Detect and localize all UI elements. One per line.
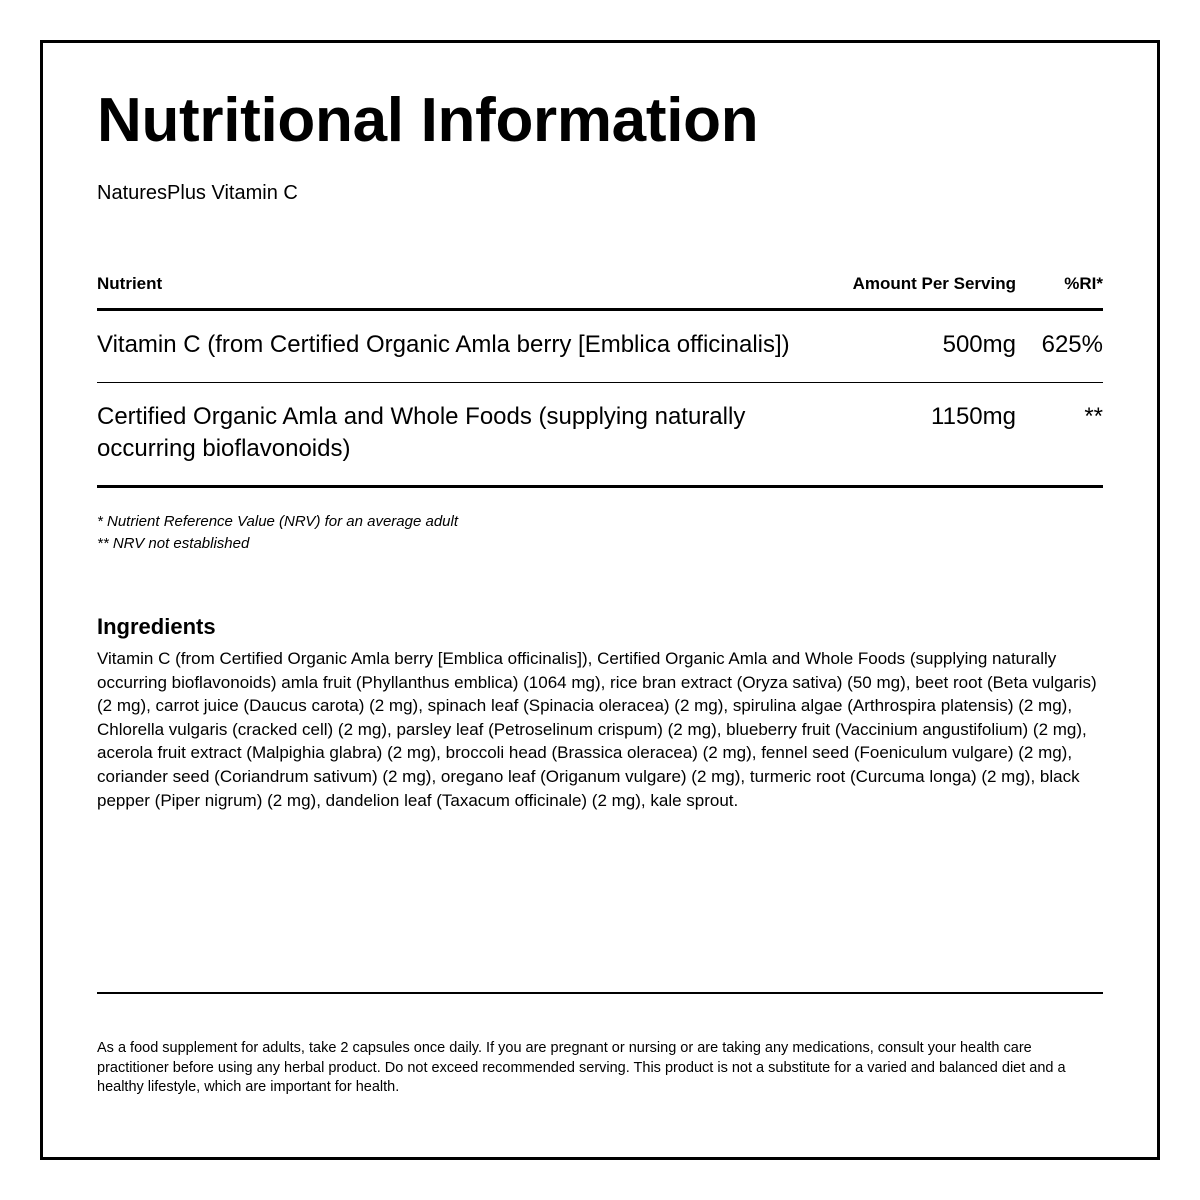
section-divider xyxy=(97,992,1103,994)
column-header-amount: Amount Per Serving xyxy=(852,274,1016,293)
table-footnotes xyxy=(97,511,458,555)
nutrient-ri: 625% xyxy=(1041,331,1103,358)
nutrient-name: Certified Organic Amla and Whole Foods (supplying naturally occurring bioflavonoids) xyxy=(97,403,746,462)
nutrient-amount: 500mg xyxy=(942,331,1016,358)
table-row xyxy=(97,383,1103,488)
ingredients-text: Vitamin C (from Certified Organic Amla berry [Emblica officinalis]), Certified Organic Amla and Whole Foods (supplying naturally occurring bioflavonoids) amla fruit (Phyllanthus emblica) (1064 mg), rice bran extract (Oryza sativa) (50 mg), beet root (Beta vulgaris) (2 mg), carrot juice (Daucus carota) (2 mg), spinach leaf (Spinacia oleracea) (2 mg), spirulina algae (Arthrospira platensis) (2 mg), Chlorella vulgaris (cracked cell) (2 mg), parsley leaf (Petroselinum crispum) (2 mg), blueberry fruit (Vaccinium angustifolium) (2 mg), acerola fruit extract (Malpighia glabra) (2 mg), broccoli head (Brassica oleracea) (2 mg), fennel seed (Foeniculum vulgare) (2 mg), coriander seed (Coriandrum sativum) (2 mg), oregano leaf (Origanum vulgare) (2 mg), turmeric root (Curcuma longa) (2 mg), black pepper (Piper nigrum) (2 mg), dandelion leaf (Taxacum officinale) (2 mg), kale sprout. xyxy=(97,649,1097,810)
product-name: NaturesPlus Vitamin C xyxy=(97,182,298,204)
nutrient-amount: 1150mg xyxy=(931,403,1016,430)
nutrient-ri: ** xyxy=(1084,403,1103,430)
footnote-nrv: * Nutrient Reference Value (NRV) for an average adult xyxy=(97,513,459,530)
nutrition-table xyxy=(97,270,1103,488)
ingredients-heading: Ingredients xyxy=(97,614,216,639)
footnote-nrv-not-established: ** NRV not established xyxy=(97,535,250,552)
column-header-ri: %RI* xyxy=(1064,274,1103,293)
table-header xyxy=(97,270,1103,311)
page-title: Nutritional Information xyxy=(97,86,759,155)
column-header-nutrient: Nutrient xyxy=(97,274,163,293)
table-row xyxy=(97,311,1103,383)
nutrient-name: Vitamin C (from Certified Organic Amla berry [Emblica officinalis]) xyxy=(97,331,790,358)
directions-text: As a food supplement for adults, take 2 capsules once daily. If you are pregnant or nursing or are taking any medications, consult your health care practitioner before using any herbal product. Do not exceed recommended serving. This product is not a substitute for a varied and balanced diet and a healthy lifestyle, which are important for health. xyxy=(97,1040,1066,1095)
